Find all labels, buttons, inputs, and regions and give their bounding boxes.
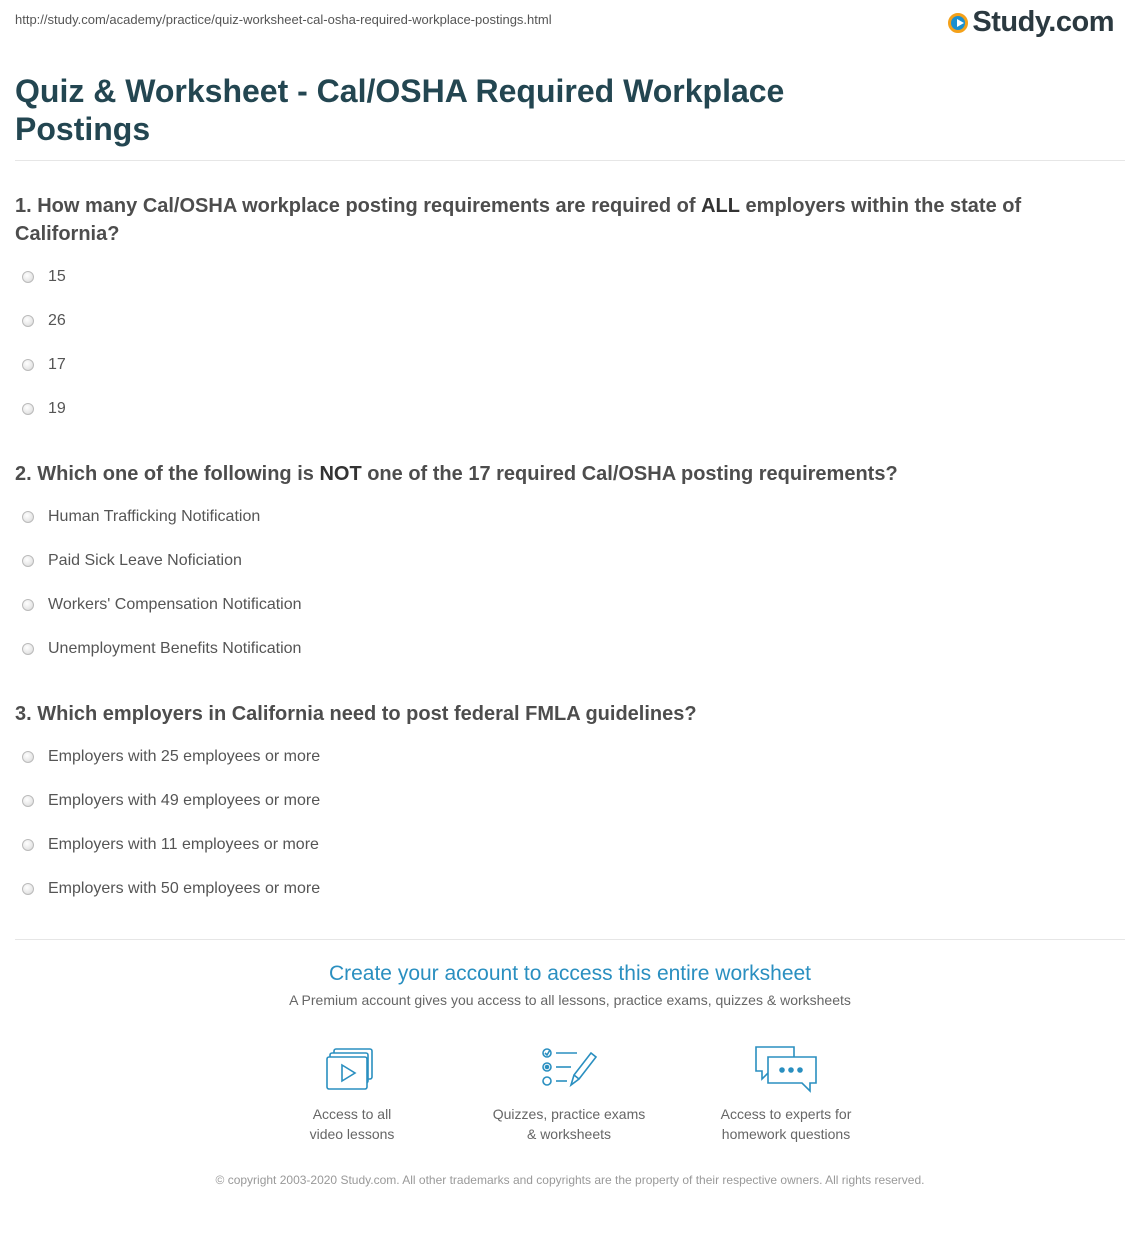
choice-label: Paid Sick Leave Noficiation bbox=[48, 552, 242, 569]
study-logo[interactable] bbox=[948, 6, 1114, 39]
answer-choice[interactable] bbox=[22, 398, 66, 420]
radio-button[interactable] bbox=[22, 403, 34, 415]
question-text: 2. Which one of the following is bbox=[15, 463, 320, 485]
choice-label: Employers with 50 employees or more bbox=[48, 880, 321, 897]
radio-button[interactable] bbox=[22, 751, 34, 763]
page-url: http://study.com/academy/practice/quiz-worksheet-cal-osha-required-workplace-postings.html bbox=[15, 12, 552, 27]
answer-choice[interactable] bbox=[22, 834, 319, 856]
answer-choice[interactable] bbox=[22, 790, 320, 812]
question-1 bbox=[15, 192, 1095, 248]
question-emphasis: NOT bbox=[319, 463, 362, 485]
feature-label-line2: homework questions bbox=[721, 1126, 851, 1142]
radio-button[interactable] bbox=[22, 315, 34, 327]
answer-choice[interactable] bbox=[22, 506, 260, 528]
feature-label-line1: Access to all bbox=[312, 1106, 392, 1122]
divider-bottom bbox=[15, 939, 1125, 940]
radio-button[interactable] bbox=[22, 511, 34, 523]
radio-button[interactable] bbox=[22, 359, 34, 371]
feature-label-line1: Access to experts for bbox=[720, 1106, 852, 1122]
logo-text: Study.com bbox=[972, 6, 1114, 38]
radio-button[interactable] bbox=[22, 599, 34, 611]
premium-description: A Premium account gives you access to all lessons, practice exams, quizzes & worksheets bbox=[289, 992, 851, 1008]
page-title: Quiz & Worksheet - Cal/OSHA Required Workplace Postings bbox=[15, 73, 785, 147]
answer-choice[interactable] bbox=[22, 746, 320, 768]
choice-label: 26 bbox=[48, 312, 66, 329]
divider-top bbox=[15, 160, 1125, 161]
question-text: one of the 17 required Cal/OSHA posting requirements? bbox=[361, 463, 898, 485]
radio-button[interactable] bbox=[22, 795, 34, 807]
feature-experts bbox=[691, 1046, 881, 1144]
feature-quizzes bbox=[474, 1046, 664, 1144]
question-text: 3. Which employers in California need to post federal FMLA guidelines? bbox=[15, 703, 697, 725]
video-lessons-icon bbox=[257, 1046, 447, 1092]
choice-label: Employers with 25 employees or more bbox=[48, 748, 321, 765]
chat-experts-icon bbox=[691, 1046, 881, 1092]
radio-button[interactable] bbox=[22, 643, 34, 655]
answer-choice[interactable] bbox=[22, 266, 66, 288]
choice-label: Workers' Compensation Notification bbox=[48, 596, 302, 613]
answer-choice[interactable] bbox=[22, 310, 66, 332]
answer-choice[interactable] bbox=[22, 878, 320, 900]
feature-label-line2: & worksheets bbox=[526, 1126, 612, 1142]
radio-button[interactable] bbox=[22, 271, 34, 283]
answer-choice[interactable] bbox=[22, 594, 302, 616]
feature-video-lessons bbox=[257, 1046, 447, 1144]
choice-label: Employers with 49 employees or more bbox=[48, 792, 321, 809]
radio-button[interactable] bbox=[22, 883, 34, 895]
question-emphasis: ALL bbox=[701, 195, 740, 217]
answer-choice[interactable] bbox=[22, 354, 66, 376]
choice-label: Human Trafficking Notification bbox=[48, 508, 261, 525]
answer-choice[interactable] bbox=[22, 638, 301, 660]
choice-label: 17 bbox=[48, 356, 66, 373]
choice-label: Employers with 11 employees or more bbox=[48, 836, 319, 853]
create-account-link[interactable]: Create your account to access this entire worksheet bbox=[328, 962, 812, 985]
choice-label: 19 bbox=[48, 400, 66, 417]
choice-label: 15 bbox=[48, 268, 66, 285]
copyright-notice: © copyright 2003-2020 Study.com. All other trademarks and copyrights are the property of their respective owners. All rights reserved. bbox=[215, 1173, 925, 1187]
quiz-checklist-icon bbox=[474, 1046, 664, 1092]
answer-choice[interactable] bbox=[22, 550, 242, 572]
choice-label: Unemployment Benefits Notification bbox=[48, 640, 302, 657]
question-3 bbox=[15, 700, 1095, 728]
question-text: 1. How many Cal/OSHA workplace posting requirements are required of bbox=[15, 195, 702, 217]
question-text: employers within the state of California? bbox=[15, 195, 1022, 245]
study-play-logo-icon bbox=[948, 13, 968, 33]
question-2 bbox=[15, 460, 1095, 488]
feature-label-line2: video lessons bbox=[309, 1126, 395, 1142]
radio-button[interactable] bbox=[22, 555, 34, 567]
feature-label-line1: Quizzes, practice exams bbox=[492, 1106, 646, 1122]
radio-button[interactable] bbox=[22, 839, 34, 851]
